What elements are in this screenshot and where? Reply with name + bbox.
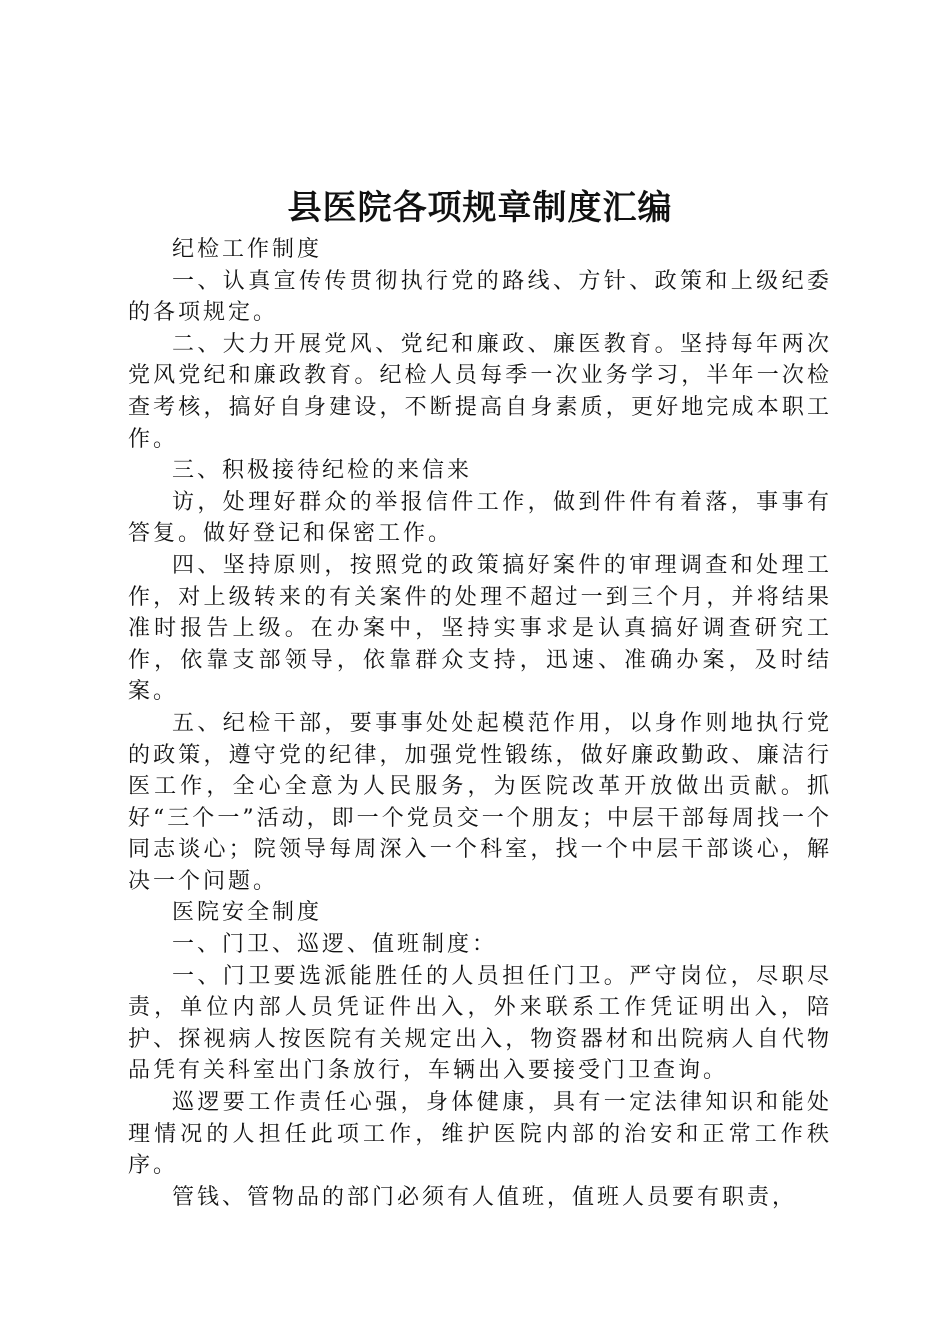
- section-heading: 纪检工作制度: [172, 237, 323, 262]
- paragraph: 一、门卫要选派能胜任的人员担任门卫。严守岗位，尽职尽责，单位内部人员凭证件出入，外来联系工作凭证明出入，陪护、探视病人按医院有关规定出入，物资器材和出院病人自代物品凭有关科室出门条放行，车辆出入要接受门卫查询。: [128, 963, 832, 1084]
- paragraph: 三、积极接待纪检的来信来: [172, 458, 473, 484]
- section-heading: 医院安全制度: [172, 900, 323, 926]
- paragraph: 二、大力开展党风、党纪和廉政、廉医教育。坚持每年两次党风党纪和廉政教育。纪检人员每季一次业务学习，半年一次检查考核，搞好自身建设，不断提高自身素质，更好地完成本职工作。: [128, 331, 832, 452]
- paragraph: 四、坚持原则，按照党的政策搞好案件的审理调查和处理工作，对上级转来的有关案件的处理不超过一到三个月，并将结果准时报告上级。在办案中，坚持实事求是认真搞好调查研究工作，依靠支部领导，依靠群众支持，迅速、准确办案，及时结案。: [128, 552, 832, 705]
- paragraph: 巡逻要工作责任心强，身体健康，具有一定法律知识和能处理情况的人担任此项工作，维护医院内部的治安和正常工作秩序。: [128, 1090, 832, 1179]
- paragraph: 一、认真宣传传贯彻执行党的路线、方针、政策和上级纪委的各项规定。: [128, 268, 832, 326]
- paragraph: 管钱、管物品的部门必须有人值班，值班人员要有职责，: [172, 1184, 798, 1210]
- paragraph: 访，处理好群众的举报信件工作，做到件件有着落，事事有答复。做好登记和保密工作。: [128, 489, 832, 547]
- paragraph: 五、纪检干部，要事事处处起模范作用，以身作则地执行党的政策，遵守党的纪律，加强党性锻练，做好廉政勤政、廉洁行医工作，全心全意为人民服务，为医院改革开放做出贡献。抓好“三个一”活动，即一个党员交一个朋友；中层干部每周找一个同志谈心；院领导每周深入一个科室，找一个中层干部谈心，解决一个问题。: [128, 710, 832, 894]
- document-title: 县医院各项规章制度汇编: [287, 188, 673, 228]
- document-body: [128, 234, 832, 1213]
- paragraph: 一、门卫、巡逻、值班制度：: [172, 932, 498, 958]
